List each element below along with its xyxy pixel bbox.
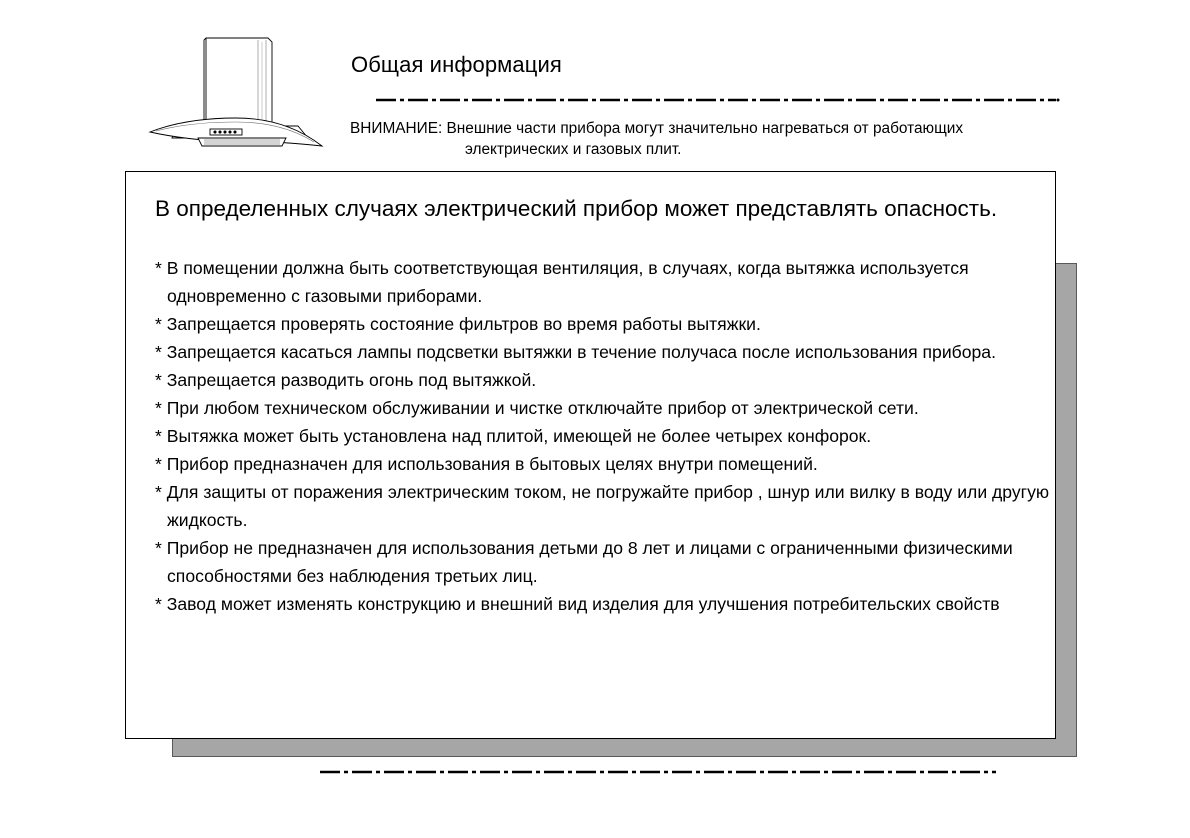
list-item: * Запрещается проверять состояние фильтров во время работы вытяжки. — [155, 310, 1050, 338]
panel-heading: В определенных случаях электрический прибор может представлять опасность. — [155, 196, 998, 221]
dashed-divider-top — [376, 97, 1060, 103]
list-item: * Для защиты от поражения электрическим током, не погружайте прибор , шнур или вилку в воду или другую жидкость. — [155, 478, 1050, 534]
list-item: * Вытяжка может быть установлена над плитой, имеющей не более четырех конфорок. — [155, 422, 1050, 450]
safety-list — [155, 254, 1050, 618]
list-item: * В помещении должна быть соответствующая вентиляция, в случаях, когда вытяжка используется одновременно с газовыми приборами. — [155, 254, 1050, 310]
list-item: * При любом техническом обслуживании и чистке отключайте прибор от электрической сети. — [155, 394, 1050, 422]
list-item: * Прибор не предназначен для использования детьми до 8 лет и лицами с ограниченными физическими способностями без наблюдения третьих лиц. — [155, 534, 1050, 590]
range-hood-illustration-icon — [146, 34, 326, 156]
warning-label: ВНИМАНИЕ: — [350, 120, 443, 137]
warning-text-line2: электрических и газовых плит. — [465, 141, 682, 158]
list-item: * Запрещается касаться лампы подсветки вытяжки в течение получаса после использования прибора. — [155, 338, 1050, 366]
warning-note — [350, 118, 1110, 160]
dashed-divider-bottom — [320, 769, 1000, 775]
safety-panel — [125, 171, 1056, 739]
list-item: * Прибор предназначен для использования в бытовых целях внутри помещений. — [155, 450, 1050, 478]
list-item: * Запрещается разводить огонь под вытяжкой. — [155, 366, 1050, 394]
section-title: Общая информация — [351, 52, 562, 77]
list-item: * Завод может изменять конструкцию и внешний вид изделия для улучшения потребительских свойств — [155, 590, 1050, 618]
warning-text-line1: Внешние части прибора могут значительно нагреваться от работающих — [446, 120, 964, 137]
